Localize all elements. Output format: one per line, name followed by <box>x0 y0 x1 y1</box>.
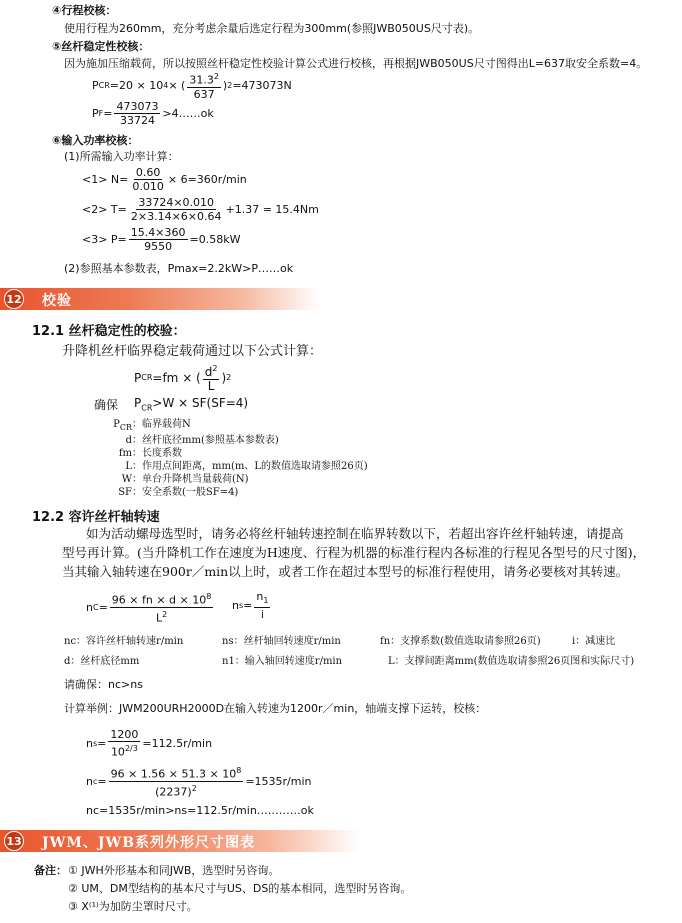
pcr-expr: =20 × 10 <box>109 78 164 92</box>
nc-sub: C <box>92 602 99 612</box>
pcr-times: × ( <box>168 78 186 92</box>
section-13-number: 13 <box>4 831 24 851</box>
def-desc: ：长度系数 <box>132 448 182 459</box>
notes-label: 备注： <box>34 864 67 877</box>
s121-intro: 升降机丝杆临界稳定载荷通过以下公式计算： <box>62 344 323 359</box>
s122-p1: 如为活动螺母选型时，请务必将丝杆轴转速控制在临界转数以下，若超出容许丝杆轴转速，请提高 <box>86 526 624 541</box>
example-ns-formula <box>86 728 212 759</box>
s121-f-close-exp: 2 <box>226 373 232 382</box>
def-sym: P <box>113 419 120 430</box>
pcr-num: 31.3 <box>189 73 214 87</box>
pf-eq: = <box>103 107 113 120</box>
e1-sub: s <box>92 738 98 748</box>
def-sym: W <box>121 474 132 485</box>
nc-lhs: n <box>86 600 93 614</box>
s5-title: ⑤丝杆稳定性校核： <box>52 40 150 53</box>
nc-num-exp: 8 <box>206 592 212 601</box>
pcr-num-exp: 2 <box>213 72 219 81</box>
pcr-sub: CR <box>98 80 110 90</box>
f3-num: 15.4×360 <box>130 226 186 239</box>
ns-num: n <box>256 590 264 603</box>
ns-fraction <box>254 590 270 621</box>
e2-fraction <box>109 764 244 798</box>
f3-result: =0.58kW <box>189 233 241 246</box>
s6-sub1: (1)所需输入功率计算： <box>64 150 179 163</box>
s121-ensure-expr <box>134 396 248 412</box>
legend-nc: nc：容许丝杆轴转速r/min <box>64 636 184 647</box>
pcr-fraction <box>187 70 221 101</box>
s121-f-sub: CR <box>141 373 153 382</box>
e1-den: 10 <box>110 745 125 759</box>
ns-num-sub: 1 <box>263 596 269 606</box>
e2-lhs: n <box>86 774 93 788</box>
def-desc: ：作用点间距离，mm(m、L的数值选取请参照26页) <box>132 461 368 472</box>
ensure-sub: CR <box>141 403 153 413</box>
s121-formula <box>134 362 231 393</box>
ensure-symbol: P <box>134 396 142 410</box>
legend-l: L：支撑间距离mm(数值选取请参照26页图和实际尺寸) <box>388 656 635 667</box>
def-row <box>88 486 368 499</box>
f3-den: 9550 <box>144 240 173 253</box>
nc-den-exp: 2 <box>162 609 168 619</box>
def-row <box>88 460 368 473</box>
pcr-close: ) <box>222 78 228 92</box>
s121-f-lhs: P <box>134 370 142 385</box>
s122-p3: 当其输入轴转速在900r／min以上时，或者工作在超过本型号的标准行程使用，请务必要核对其转速。 <box>62 564 629 579</box>
pcr-result: =473073N <box>232 78 292 92</box>
pf-fraction <box>114 100 160 127</box>
pf-den: 33724 <box>119 114 155 127</box>
f1-label: <1> N= <box>82 173 129 186</box>
def-desc: ：单台升降机当量载荷(N) <box>132 474 249 485</box>
pcr-symbol: P <box>92 78 99 92</box>
section-12-title: 校验 <box>42 293 72 309</box>
legend-n1: n1：输入轴回转速度r/min <box>222 656 343 667</box>
nc-formula <box>86 590 215 624</box>
e2-den: (2237) <box>155 785 192 799</box>
s4-line: 使用行程为260mm，充分考虑余量后选定行程为300mm(参照JWB050US尺寸表)。 <box>64 22 480 35</box>
s122-title: 12.2 容许丝杆轴转速 <box>32 510 160 525</box>
e2-num: 96 × 1.56 × 51.3 × 10 <box>110 767 237 781</box>
def-row <box>88 434 368 447</box>
ns-formula <box>232 590 272 621</box>
def-sym: fm <box>118 448 132 459</box>
e2-den-exp: 2 <box>191 783 197 793</box>
f2-label: <2> T= <box>82 203 127 216</box>
e2-result: =1535r/min <box>245 774 312 788</box>
def-desc: ：丝杆底径mm(参照基本参数表) <box>132 435 279 446</box>
note-item: ① JWH外形基本和同JWB，选型时另咨询。 <box>68 864 280 877</box>
f3-label: <3> P= <box>82 233 127 246</box>
s122-p2: 型号再计算。(当升降机工作在速度为H速度、行程为机器的标准行程内各标准的行程见各型号的尺寸图)， <box>62 545 646 560</box>
e2-eq: = <box>97 774 107 788</box>
s6-formula-1 <box>82 166 247 193</box>
def-desc: ：安全系数(一般SF=4) <box>132 487 239 498</box>
def-sym: SF <box>118 487 132 498</box>
section-13-header <box>0 830 360 852</box>
def-row <box>88 447 368 460</box>
e1-fraction <box>108 728 140 759</box>
s6-title: ⑥输入功率校核： <box>52 134 139 147</box>
f3-fraction <box>129 226 188 253</box>
pcr-close-exp: 2 <box>227 80 233 90</box>
pf-sub: F <box>98 109 104 118</box>
f1-den: 0.010 <box>132 180 164 193</box>
s5-line: 因为施加压缩载荷，所以按照丝杆稳定性校验计算公式进行校核，再根据JWB050US尺寸图得出L=637取安全系数=4。 <box>64 57 648 70</box>
legend-d: d：丝杆底径mm <box>64 656 140 667</box>
s121-f-close: ) <box>221 370 227 385</box>
def-sub: CR <box>119 423 132 432</box>
e1-result: =112.5r/min <box>142 736 213 750</box>
s121-ensure-label: 确保 <box>94 398 119 412</box>
nc-fraction <box>110 590 214 624</box>
note-item: ③ X⁽¹⁾为加防尘罩时尺寸。 <box>68 900 198 913</box>
def-row <box>88 473 368 486</box>
s121-f-num: d <box>204 365 213 379</box>
example-nc-formula <box>86 764 312 798</box>
s5-pcr-formula <box>92 70 292 101</box>
legend-fn: fn：支撑系数(数值选取请参照26页) <box>380 636 541 647</box>
legend-ns: ns：丝杆轴回转速度r/min <box>222 636 341 647</box>
pf-num: 473073 <box>116 100 159 113</box>
s121-f-num-exp: 2 <box>212 364 218 373</box>
def-sym: L <box>125 461 132 472</box>
def-sym: d <box>125 435 132 446</box>
e1-num: 1200 <box>110 728 139 741</box>
s6-formula-3 <box>82 226 240 253</box>
s121-f-den: L <box>207 379 215 393</box>
pcr-exp: 4 <box>163 80 169 90</box>
example-conclusion: nc=1535r/min>ns=112.5r/min…………ok <box>86 804 314 817</box>
s6-formula-2 <box>82 196 319 223</box>
f2-den: 2×3.14×6×0.64 <box>130 210 222 223</box>
def-desc: ：临界载荷N <box>132 419 191 430</box>
e1-eq: = <box>97 736 107 750</box>
s5-pf-formula <box>92 100 214 127</box>
e1-lhs: n <box>86 736 93 750</box>
nc-eq: = <box>98 600 108 614</box>
e1-den-exp: 2/3 <box>124 744 138 753</box>
ns-sub: s <box>238 601 244 611</box>
ns-lhs: n <box>232 599 239 613</box>
f2-num: 33724×0.010 <box>138 196 215 209</box>
s121-defs <box>88 418 368 499</box>
legend-i: i：减速比 <box>572 636 616 647</box>
nc-den: L <box>155 611 163 625</box>
section-12-header <box>0 288 320 310</box>
s4-title: ④行程校核： <box>52 4 117 17</box>
def-row <box>88 418 368 434</box>
pf-symbol: P <box>92 107 99 120</box>
note-item: ② UM、DM型结构的基本尺寸与US、DS的基本相同，选型时另咨询。 <box>68 882 412 895</box>
s122-confirm: 请确保：nc>ns <box>64 678 143 691</box>
e2-num-exp: 8 <box>236 766 242 775</box>
s121-f-eq: =fm × ( <box>152 370 201 385</box>
f1-num: 0.60 <box>135 166 161 179</box>
pcr-den: 637 <box>193 87 215 101</box>
s121-title: 12.1 丝杆稳定性的校验： <box>32 324 186 339</box>
pf-result: >4……ok <box>162 107 214 120</box>
section-12-number: 12 <box>4 289 24 309</box>
section-13-title: JWM、JWB系列外形尺寸图表 <box>42 835 256 851</box>
e2-sub: c <box>92 776 98 786</box>
s121-f-fraction <box>203 362 220 393</box>
ensure-rest: >W × SF(SF=4) <box>152 396 249 410</box>
ns-den: i <box>260 608 264 622</box>
nc-num: 96 × fn × d × 10 <box>111 593 207 607</box>
s122-example: 计算举例：JWM200URH2000D在输入转速为1200r／min，轴端支撑下运转，校核： <box>64 702 487 715</box>
s6-sub2: (2)参照基本参数表，Pmax=2.2kW>P……ok <box>64 262 294 275</box>
f1-result: × 6=360r/min <box>167 173 247 186</box>
f1-fraction <box>130 166 166 193</box>
f2-result: +1.37 = 15.4Nm <box>225 203 319 216</box>
f2-fraction <box>129 196 224 223</box>
ns-eq: = <box>243 599 253 613</box>
